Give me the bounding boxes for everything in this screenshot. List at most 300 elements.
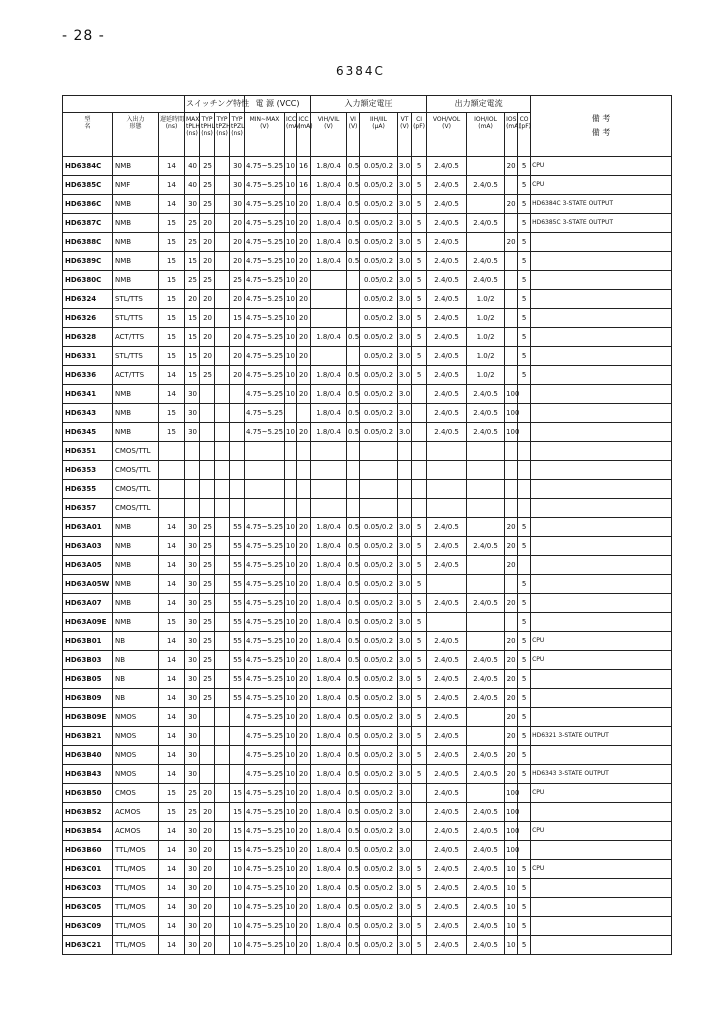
table-row bbox=[63, 917, 672, 936]
cell-vih-vil: 1.8/0.4 bbox=[311, 328, 347, 347]
cell-ioh-iol: 2.4/0.5 bbox=[467, 860, 505, 879]
cell-voh-vol: 2.4/0.5 bbox=[427, 860, 467, 879]
cell-ioh-iol: 2.4/0.5 bbox=[467, 822, 505, 841]
cell-co bbox=[518, 784, 531, 803]
cell-iih-iil: 0.05/0.2 bbox=[360, 575, 398, 594]
cell-delay: 14 bbox=[159, 841, 185, 860]
col-header-vt bbox=[398, 113, 412, 157]
cell-delay: 14 bbox=[159, 556, 185, 575]
cell-tpzh bbox=[215, 689, 230, 708]
cell-vt: 3.0 bbox=[398, 803, 412, 822]
cell-tpzh bbox=[215, 328, 230, 347]
cell-remarks: HD6343 3-STATE OUTPUT bbox=[531, 765, 672, 784]
col-header-line: TYP bbox=[231, 116, 243, 123]
cell-tpzl: 20 bbox=[230, 347, 245, 366]
cell-vi bbox=[347, 461, 360, 480]
cell-vi: 0.5 bbox=[347, 765, 360, 784]
cell-icc-a: 10 bbox=[285, 651, 297, 670]
cell-tphl bbox=[200, 404, 215, 423]
cell-icc-a bbox=[285, 442, 297, 461]
cell-tpzl bbox=[230, 385, 245, 404]
cell-tphl bbox=[200, 746, 215, 765]
cell-ios: 20 bbox=[505, 746, 518, 765]
cell-tphl: 20 bbox=[200, 841, 215, 860]
cell-tplh: 30 bbox=[185, 936, 200, 955]
col-header-line: 入出力 bbox=[126, 116, 145, 123]
cell-tphl: 20 bbox=[200, 936, 215, 955]
cell-icc-a: 10 bbox=[285, 176, 297, 195]
cell-type: HD63C21 bbox=[63, 936, 113, 955]
cell-remarks bbox=[531, 746, 672, 765]
table-row bbox=[63, 613, 672, 632]
cell-ci bbox=[412, 461, 427, 480]
cell-delay: 15 bbox=[159, 309, 185, 328]
cell-tpzl: 55 bbox=[230, 594, 245, 613]
cell-voh-vol: 2.4/0.5 bbox=[427, 157, 467, 176]
cell-vi bbox=[347, 480, 360, 499]
cell-ioh-iol: 2.4/0.5 bbox=[467, 404, 505, 423]
cell-ci: 5 bbox=[412, 575, 427, 594]
cell-iih-iil bbox=[360, 480, 398, 499]
cell-voh-vol bbox=[427, 613, 467, 632]
cell-vi: 0.5 bbox=[347, 195, 360, 214]
cell-delay: 14 bbox=[159, 898, 185, 917]
col-header-line: (V) bbox=[324, 123, 333, 130]
cell-tplh bbox=[185, 461, 200, 480]
cell-remarks bbox=[531, 708, 672, 727]
cell-remarks bbox=[531, 347, 672, 366]
col-header-line: VOH/VOL bbox=[432, 116, 461, 123]
cell-io-form: ACT/TTS bbox=[113, 328, 159, 347]
cell-voh-vol: 2.4/0.5 bbox=[427, 594, 467, 613]
cell-remarks bbox=[531, 385, 672, 404]
cell-vt: 3.0 bbox=[398, 214, 412, 233]
cell-vih-vil: 1.8/0.4 bbox=[311, 176, 347, 195]
table-row bbox=[63, 252, 672, 271]
col-header-line: ICC bbox=[298, 116, 309, 123]
cell-vih-vil: 1.8/0.4 bbox=[311, 613, 347, 632]
cell-tphl: 20 bbox=[200, 898, 215, 917]
cell-icc-a: 10 bbox=[285, 575, 297, 594]
table-row bbox=[63, 347, 672, 366]
cell-tplh: 15 bbox=[185, 366, 200, 385]
cell-co: 5 bbox=[518, 195, 531, 214]
cell-icc-b: 20 bbox=[297, 670, 311, 689]
cell-vi: 0.5 bbox=[347, 860, 360, 879]
cell-icc-b: 20 bbox=[297, 328, 311, 347]
cell-vcc-range: 4.75~5.25 bbox=[245, 385, 285, 404]
col-header-line: TYP bbox=[201, 116, 213, 123]
cell-co: 5 bbox=[518, 252, 531, 271]
cell-type: HD6357 bbox=[63, 499, 113, 518]
cell-ioh-iol: 2.4/0.5 bbox=[467, 271, 505, 290]
cell-icc-b: 20 bbox=[297, 632, 311, 651]
cell-icc-a: 10 bbox=[285, 328, 297, 347]
cell-icc-b: 20 bbox=[297, 556, 311, 575]
cell-voh-vol: 2.4/0.5 bbox=[427, 556, 467, 575]
cell-delay: 14 bbox=[159, 575, 185, 594]
cell-ios: 10 bbox=[505, 879, 518, 898]
cell-delay: 15 bbox=[159, 404, 185, 423]
cell-iih-iil: 0.05/0.2 bbox=[360, 309, 398, 328]
cell-ioh-iol bbox=[467, 575, 505, 594]
cell-co bbox=[518, 423, 531, 442]
cell-icc-a: 10 bbox=[285, 556, 297, 575]
cell-icc-a: 10 bbox=[285, 841, 297, 860]
cell-voh-vol: 2.4/0.5 bbox=[427, 803, 467, 822]
cell-io-form: ACMOS bbox=[113, 803, 159, 822]
table-row bbox=[63, 765, 672, 784]
cell-io-form: CMOS/TTL bbox=[113, 461, 159, 480]
col-header-tplh bbox=[185, 113, 200, 157]
cell-tpzh bbox=[215, 518, 230, 537]
cell-tpzl: 20 bbox=[230, 328, 245, 347]
cell-ci bbox=[412, 404, 427, 423]
table-row bbox=[63, 822, 672, 841]
cell-ios: 100 bbox=[505, 423, 518, 442]
cell-vih-vil: 1.8/0.4 bbox=[311, 936, 347, 955]
table-row bbox=[63, 366, 672, 385]
cell-iih-iil: 0.05/0.2 bbox=[360, 556, 398, 575]
cell-type: HD6380C bbox=[63, 271, 113, 290]
cell-vt: 3.0 bbox=[398, 708, 412, 727]
remarks-sub bbox=[532, 129, 670, 137]
cell-type: HD63A07 bbox=[63, 594, 113, 613]
cell-type: HD6384C bbox=[63, 157, 113, 176]
cell-io-form: NMB bbox=[113, 404, 159, 423]
col-header-line: tPHL bbox=[201, 123, 215, 130]
cell-tpzl: 15 bbox=[230, 309, 245, 328]
cell-ioh-iol: 2.4/0.5 bbox=[467, 898, 505, 917]
cell-ci: 5 bbox=[412, 537, 427, 556]
cell-io-form: NMB bbox=[113, 556, 159, 575]
cell-tplh: 25 bbox=[185, 803, 200, 822]
cell-vi: 0.5 bbox=[347, 917, 360, 936]
cell-tpzh bbox=[215, 423, 230, 442]
cell-tphl: 25 bbox=[200, 271, 215, 290]
cell-tpzh bbox=[215, 271, 230, 290]
cell-tplh: 30 bbox=[185, 822, 200, 841]
col-header-line: 型 bbox=[84, 116, 91, 123]
cell-tpzl: 20 bbox=[230, 233, 245, 252]
cell-ios: 20 bbox=[505, 765, 518, 784]
cell-io-form: TTL/MOS bbox=[113, 860, 159, 879]
col-header-line: (ns) bbox=[186, 130, 198, 137]
cell-vih-vil: 1.8/0.4 bbox=[311, 537, 347, 556]
cell-vi: 0.5 bbox=[347, 556, 360, 575]
cell-ci bbox=[412, 442, 427, 461]
cell-vih-vil: 1.8/0.4 bbox=[311, 632, 347, 651]
cell-icc-a: 10 bbox=[285, 347, 297, 366]
cell-vcc-range: 4.75~5.25 bbox=[245, 784, 285, 803]
cell-io-form: NMB bbox=[113, 252, 159, 271]
cell-tphl: 20 bbox=[200, 917, 215, 936]
cell-type: HD6324 bbox=[63, 290, 113, 309]
cell-delay: 14 bbox=[159, 176, 185, 195]
table-row bbox=[63, 879, 672, 898]
cell-voh-vol: 2.4/0.5 bbox=[427, 404, 467, 423]
cell-remarks bbox=[531, 689, 672, 708]
cell-vt: 3.0 bbox=[398, 860, 412, 879]
col-header-ci bbox=[412, 113, 427, 157]
cell-remarks: CPU bbox=[531, 822, 672, 841]
cell-vi: 0.5 bbox=[347, 328, 360, 347]
cell-type: HD63A09E bbox=[63, 613, 113, 632]
cell-vcc-range: 4.75~5.25 bbox=[245, 575, 285, 594]
cell-vcc-range bbox=[245, 442, 285, 461]
cell-io-form: TTL/MOS bbox=[113, 898, 159, 917]
cell-vt: 3.0 bbox=[398, 556, 412, 575]
cell-remarks: CPU bbox=[531, 176, 672, 195]
cell-type: HD6353 bbox=[63, 461, 113, 480]
col-header-line: (mA) bbox=[478, 123, 493, 130]
cell-ioh-iol bbox=[467, 727, 505, 746]
cell-iih-iil: 0.05/0.2 bbox=[360, 746, 398, 765]
cell-tphl: 20 bbox=[200, 784, 215, 803]
cell-vih-vil: 1.8/0.4 bbox=[311, 157, 347, 176]
cell-vi: 0.5 bbox=[347, 879, 360, 898]
cell-icc-b: 20 bbox=[297, 366, 311, 385]
col-header-line: 遅延時間 bbox=[160, 116, 185, 123]
cell-tplh bbox=[185, 442, 200, 461]
cell-tphl: 20 bbox=[200, 860, 215, 879]
cell-voh-vol: 2.4/0.5 bbox=[427, 670, 467, 689]
cell-ios: 100 bbox=[505, 385, 518, 404]
cell-io-form: ACT/TTS bbox=[113, 366, 159, 385]
cell-vcc-range: 4.75~5.25 bbox=[245, 632, 285, 651]
cell-tphl bbox=[200, 461, 215, 480]
cell-ci: 5 bbox=[412, 366, 427, 385]
cell-delay: 14 bbox=[159, 385, 185, 404]
cell-ios: 20 bbox=[505, 537, 518, 556]
cell-co bbox=[518, 841, 531, 860]
cell-vi bbox=[347, 442, 360, 461]
cell-icc-a: 10 bbox=[285, 632, 297, 651]
cell-tpzl: 10 bbox=[230, 917, 245, 936]
cell-ci: 5 bbox=[412, 290, 427, 309]
table-row bbox=[63, 328, 672, 347]
cell-vih-vil bbox=[311, 461, 347, 480]
cell-iih-iil: 0.05/0.2 bbox=[360, 366, 398, 385]
cell-type: HD63C03 bbox=[63, 879, 113, 898]
cell-icc-a: 10 bbox=[285, 898, 297, 917]
cell-co bbox=[518, 404, 531, 423]
cell-co bbox=[518, 442, 531, 461]
cell-ioh-iol bbox=[467, 195, 505, 214]
cell-tphl bbox=[200, 727, 215, 746]
cell-icc-b: 20 bbox=[297, 575, 311, 594]
col-header-tpzl bbox=[230, 113, 245, 157]
cell-vih-vil: 1.8/0.4 bbox=[311, 860, 347, 879]
cell-ioh-iol: 1.0/2 bbox=[467, 347, 505, 366]
cell-voh-vol: 2.4/0.5 bbox=[427, 727, 467, 746]
cell-tpzl bbox=[230, 765, 245, 784]
cell-vih-vil: 1.8/0.4 bbox=[311, 233, 347, 252]
cell-voh-vol: 2.4/0.5 bbox=[427, 917, 467, 936]
cell-vcc-range: 4.75~5.25 bbox=[245, 157, 285, 176]
cell-tplh: 30 bbox=[185, 841, 200, 860]
cell-ci: 5 bbox=[412, 613, 427, 632]
cell-tplh: 30 bbox=[185, 613, 200, 632]
cell-ios: 20 bbox=[505, 727, 518, 746]
cell-tphl: 25 bbox=[200, 632, 215, 651]
cell-type: HD63A01 bbox=[63, 518, 113, 537]
cell-io-form: STL/TTS bbox=[113, 290, 159, 309]
cell-vcc-range: 4.75~5.25 bbox=[245, 708, 285, 727]
cell-delay: 14 bbox=[159, 594, 185, 613]
cell-ci: 5 bbox=[412, 746, 427, 765]
cell-type: HD6336 bbox=[63, 366, 113, 385]
cell-ci: 5 bbox=[412, 271, 427, 290]
cell-vt: 3.0 bbox=[398, 784, 412, 803]
cell-ioh-iol bbox=[467, 613, 505, 632]
cell-ci: 5 bbox=[412, 670, 427, 689]
cell-ios: 100 bbox=[505, 822, 518, 841]
cell-remarks bbox=[531, 518, 672, 537]
cell-ci bbox=[412, 480, 427, 499]
cell-tpzl: 30 bbox=[230, 157, 245, 176]
cell-type: HD6355 bbox=[63, 480, 113, 499]
table-row bbox=[63, 784, 672, 803]
cell-iih-iil: 0.05/0.2 bbox=[360, 727, 398, 746]
cell-delay bbox=[159, 499, 185, 518]
cell-vih-vil: 1.8/0.4 bbox=[311, 518, 347, 537]
cell-tpzl bbox=[230, 708, 245, 727]
cell-tpzl: 55 bbox=[230, 632, 245, 651]
cell-voh-vol: 2.4/0.5 bbox=[427, 233, 467, 252]
cell-ci bbox=[412, 841, 427, 860]
cell-vt: 3.0 bbox=[398, 632, 412, 651]
cell-vcc-range: 4.75~5.25 bbox=[245, 670, 285, 689]
cell-delay: 14 bbox=[159, 670, 185, 689]
cell-voh-vol: 2.4/0.5 bbox=[427, 651, 467, 670]
cell-ioh-iol: 1.0/2 bbox=[467, 309, 505, 328]
cell-remarks: CPU bbox=[531, 784, 672, 803]
table-row bbox=[63, 936, 672, 955]
cell-tplh: 30 bbox=[185, 575, 200, 594]
cell-vt: 3.0 bbox=[398, 157, 412, 176]
cell-tpzl: 55 bbox=[230, 537, 245, 556]
cell-vih-vil: 1.8/0.4 bbox=[311, 556, 347, 575]
cell-type: HD6331 bbox=[63, 347, 113, 366]
cell-vih-vil: 1.8/0.4 bbox=[311, 252, 347, 271]
cell-voh-vol: 2.4/0.5 bbox=[427, 176, 467, 195]
cell-vcc-range: 4.75~5.25 bbox=[245, 765, 285, 784]
cell-ci: 5 bbox=[412, 879, 427, 898]
cell-tpzh bbox=[215, 480, 230, 499]
cell-type: HD6351 bbox=[63, 442, 113, 461]
cell-vt: 3.0 bbox=[398, 347, 412, 366]
cell-tplh: 30 bbox=[185, 385, 200, 404]
cell-tpzl bbox=[230, 442, 245, 461]
cell-delay: 15 bbox=[159, 214, 185, 233]
cell-voh-vol: 2.4/0.5 bbox=[427, 214, 467, 233]
cell-delay: 15 bbox=[159, 613, 185, 632]
cell-icc-b: 20 bbox=[297, 936, 311, 955]
cell-type: HD6341 bbox=[63, 385, 113, 404]
col-header-line: tPLH bbox=[186, 123, 200, 130]
cell-io-form: NB bbox=[113, 670, 159, 689]
cell-remarks bbox=[531, 879, 672, 898]
cell-vi: 0.5 bbox=[347, 822, 360, 841]
cell-vt: 3.0 bbox=[398, 366, 412, 385]
cell-icc-a bbox=[285, 461, 297, 480]
cell-tpzl: 55 bbox=[230, 518, 245, 537]
cell-ci: 5 bbox=[412, 651, 427, 670]
cell-ios: 100 bbox=[505, 784, 518, 803]
cell-delay bbox=[159, 461, 185, 480]
cell-ios bbox=[505, 575, 518, 594]
cell-icc-a bbox=[285, 404, 297, 423]
cell-vi: 0.5 bbox=[347, 632, 360, 651]
cell-remarks: CPU bbox=[531, 860, 672, 879]
cell-ios bbox=[505, 499, 518, 518]
cell-tplh: 30 bbox=[185, 689, 200, 708]
table-row bbox=[63, 632, 672, 651]
cell-tphl: 20 bbox=[200, 803, 215, 822]
cell-vt: 3.0 bbox=[398, 423, 412, 442]
cell-delay: 14 bbox=[159, 727, 185, 746]
cell-voh-vol: 2.4/0.5 bbox=[427, 689, 467, 708]
cell-vcc-range: 4.75~5.25 bbox=[245, 233, 285, 252]
col-header-line: (mA) bbox=[298, 123, 313, 130]
cell-vcc-range: 4.75~5.25 bbox=[245, 879, 285, 898]
cell-vi: 0.5 bbox=[347, 214, 360, 233]
cell-co bbox=[518, 385, 531, 404]
cell-vcc-range: 4.75~5.25 bbox=[245, 404, 285, 423]
cell-co: 5 bbox=[518, 898, 531, 917]
cell-remarks bbox=[531, 841, 672, 860]
cell-vih-vil: 1.8/0.4 bbox=[311, 594, 347, 613]
cell-icc-b: 20 bbox=[297, 594, 311, 613]
cell-tplh: 30 bbox=[185, 651, 200, 670]
cell-vcc-range: 4.75~5.25 bbox=[245, 822, 285, 841]
cell-voh-vol bbox=[427, 442, 467, 461]
col-header-icc-a bbox=[285, 113, 301, 157]
cell-tpzl: 55 bbox=[230, 575, 245, 594]
cell-tplh: 40 bbox=[185, 176, 200, 195]
cell-vih-vil: 1.8/0.4 bbox=[311, 879, 347, 898]
cell-icc-b: 20 bbox=[297, 252, 311, 271]
cell-ios bbox=[505, 214, 518, 233]
cell-vt: 3.0 bbox=[398, 898, 412, 917]
cell-type: HD63C09 bbox=[63, 917, 113, 936]
cell-tpzl: 15 bbox=[230, 822, 245, 841]
cell-vcc-range: 4.75~5.25 bbox=[245, 651, 285, 670]
cell-tpzl: 10 bbox=[230, 898, 245, 917]
cell-type: HD63B03 bbox=[63, 651, 113, 670]
cell-iih-iil: 0.05/0.2 bbox=[360, 898, 398, 917]
cell-icc-b: 16 bbox=[297, 157, 311, 176]
cell-remarks: CPU bbox=[531, 632, 672, 651]
cell-icc-a: 10 bbox=[285, 271, 297, 290]
cell-io-form: STL/TTS bbox=[113, 347, 159, 366]
cell-tplh: 30 bbox=[185, 765, 200, 784]
cell-tpzl bbox=[230, 461, 245, 480]
cell-voh-vol: 2.4/0.5 bbox=[427, 252, 467, 271]
cell-tphl: 25 bbox=[200, 651, 215, 670]
cell-tplh: 15 bbox=[185, 328, 200, 347]
cell-co bbox=[518, 822, 531, 841]
table-row bbox=[63, 290, 672, 309]
cell-vih-vil: 1.8/0.4 bbox=[311, 689, 347, 708]
cell-ioh-iol: 2.4/0.5 bbox=[467, 746, 505, 765]
cell-tpzl: 25 bbox=[230, 271, 245, 290]
cell-tplh: 30 bbox=[185, 423, 200, 442]
cell-vi: 0.5 bbox=[347, 651, 360, 670]
col-header-line: VI bbox=[350, 116, 356, 123]
cell-icc-b: 20 bbox=[297, 423, 311, 442]
